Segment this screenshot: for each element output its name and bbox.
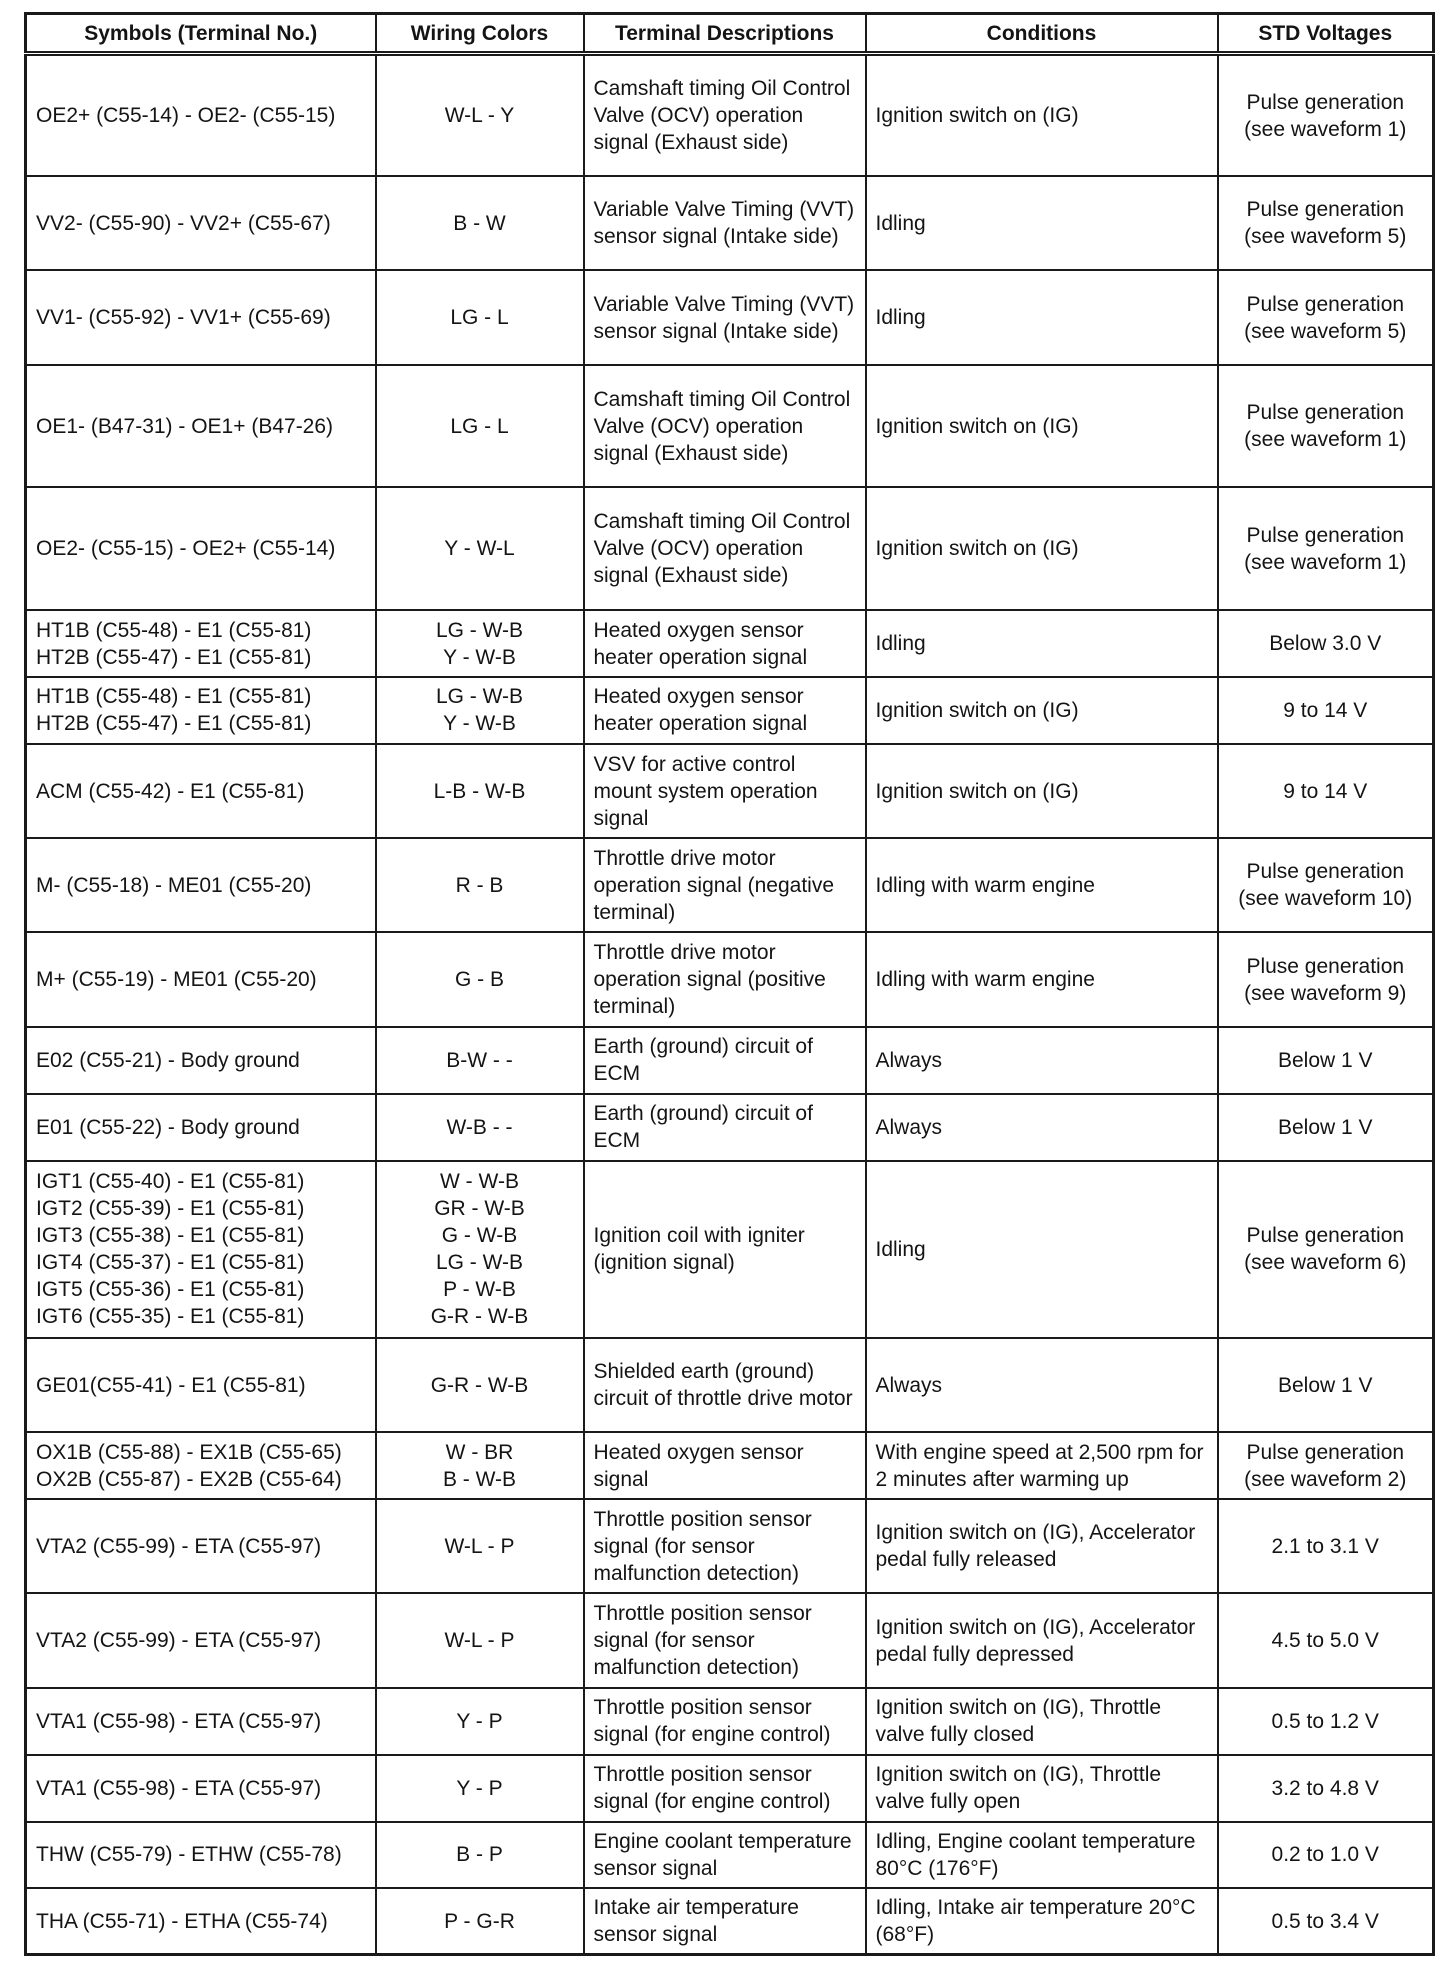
symbols-cell-line: IGT3 (C55-38) - E1 (C55-81)	[36, 1224, 305, 1248]
std-voltage-cell-line: 0.5 to 1.2 V	[1271, 1709, 1379, 1733]
wiring-colors-cell	[376, 1161, 584, 1338]
wiring-colors-cell-line: P - G-R	[444, 1909, 515, 1933]
wiring-colors-cell-line: W - BR	[445, 1440, 514, 1464]
wiring-colors-cell-line: G-R - W-B	[430, 1373, 529, 1397]
wiring-colors-cell	[376, 1027, 584, 1094]
condition-cell	[866, 1499, 1218, 1593]
std-voltage-cell-line: Pulse generation	[1246, 1440, 1405, 1464]
symbols-cell	[26, 610, 376, 677]
table-row	[26, 1593, 1434, 1687]
table-row	[26, 838, 1434, 932]
symbols-cell	[26, 176, 376, 270]
std-voltage-cell	[1218, 838, 1434, 932]
std-voltage-cell-line: 0.2 to 1.0 V	[1271, 1843, 1379, 1867]
symbols-cell-line: THA (C55-71) - ETHA (C55-74)	[36, 1909, 328, 1933]
header-symbols: Symbols (Terminal No.)	[26, 14, 376, 54]
header-conditions: Conditions	[866, 14, 1218, 54]
terminal-description-cell	[584, 744, 866, 838]
symbols-cell-line: GE01(C55-41) - E1 (C55-81)	[36, 1373, 306, 1397]
std-voltage-cell	[1218, 1755, 1434, 1822]
std-voltage-cell	[1218, 744, 1434, 838]
std-voltage-cell-line: Pulse generation	[1246, 292, 1405, 316]
table-row	[26, 1338, 1434, 1432]
std-voltage-cell	[1218, 176, 1434, 270]
std-voltage-cell-line: (see waveform 1)	[1244, 550, 1407, 574]
wiring-colors-cell	[376, 270, 584, 364]
symbols-cell-line: E01 (C55-22) - Body ground	[36, 1115, 300, 1139]
wiring-colors-cell-line: Y - P	[456, 1709, 503, 1733]
symbols-cell-line: IGT6 (C55-35) - E1 (C55-81)	[36, 1305, 305, 1329]
table-row	[26, 1094, 1434, 1161]
std-voltage-cell	[1218, 1499, 1434, 1593]
symbols-cell-line: OX2B (C55-87) - EX2B (C55-64)	[36, 1467, 342, 1491]
terminal-description-cell	[584, 365, 866, 488]
symbols-cell	[26, 1688, 376, 1755]
table-row	[26, 1755, 1434, 1822]
table-row	[26, 744, 1434, 838]
symbols-cell	[26, 1432, 376, 1499]
std-voltage-cell-line: Below 1 V	[1277, 1115, 1373, 1139]
std-voltage-cell	[1218, 1338, 1434, 1432]
symbols-cell-line: VTA2 (C55-99) - ETA (C55-97)	[36, 1629, 322, 1653]
symbols-cell-line: IGT1 (C55-40) - E1 (C55-81)	[36, 1170, 305, 1194]
condition-cell	[866, 1822, 1218, 1889]
condition-cell-text: Always	[875, 1048, 943, 1072]
wiring-colors-cell-line: G - B	[454, 968, 504, 992]
wiring-colors-cell-line: W-L - P	[444, 1534, 515, 1558]
wiring-colors-cell-line: GR - W-B	[434, 1197, 525, 1221]
terminal-description-cell-text: Shielded earth (ground) circuit of throttle drive motor	[593, 1360, 853, 1411]
condition-cell-text: Ignition switch on (IG)	[875, 414, 1079, 438]
condition-cell-text: With engine speed at 2,500 rpm for 2 minutes after warming up	[875, 1440, 1204, 1491]
std-voltage-cell	[1218, 1822, 1434, 1889]
condition-cell	[866, 365, 1218, 488]
wiring-colors-cell-line: P - W-B	[443, 1278, 516, 1302]
std-voltage-cell-line: Below 3.0 V	[1269, 632, 1382, 656]
condition-cell	[866, 176, 1218, 270]
std-voltage-cell-line: 2.1 to 3.1 V	[1271, 1534, 1379, 1558]
std-voltage-cell-line: 9 to 14 V	[1283, 779, 1368, 803]
symbols-cell-line: THW (C55-79) - ETHW (C55-78)	[36, 1843, 342, 1867]
std-voltage-cell-line: 0.5 to 3.4 V	[1271, 1909, 1379, 1933]
wiring-colors-cell-line: B - W	[453, 211, 506, 235]
wiring-colors-cell-line: W-L - Y	[444, 104, 515, 128]
terminal-description-cell	[584, 1822, 866, 1889]
wiring-colors-cell	[376, 744, 584, 838]
table-row	[26, 487, 1434, 610]
symbols-cell	[26, 1027, 376, 1094]
terminal-description-cell	[584, 1338, 866, 1432]
condition-cell-text: Idling	[875, 632, 926, 656]
terminal-description-cell	[584, 610, 866, 677]
wiring-colors-cell-line: R - B	[455, 873, 504, 897]
terminal-description-cell-text: Engine coolant temperature sensor signal	[593, 1829, 852, 1880]
condition-cell-text: Ignition switch on (IG), Accelerator pedal fully released	[875, 1521, 1196, 1572]
terminal-description-cell	[584, 838, 866, 932]
symbols-cell-line: IGT4 (C55-37) - E1 (C55-81)	[36, 1251, 305, 1275]
condition-cell	[866, 610, 1218, 677]
std-voltage-cell-line: 9 to 14 V	[1283, 698, 1368, 722]
symbols-cell-line: M- (C55-18) - ME01 (C55-20)	[36, 873, 312, 897]
std-voltage-cell-line: (see waveform 1)	[1244, 428, 1407, 452]
symbols-cell	[26, 54, 376, 177]
condition-cell	[866, 1593, 1218, 1687]
std-voltage-cell-line: 3.2 to 4.8 V	[1271, 1776, 1379, 1800]
symbols-cell	[26, 838, 376, 932]
terminal-description-cell	[584, 1094, 866, 1161]
table-row	[26, 270, 1434, 364]
wiring-colors-cell-line: LG - W-B	[435, 618, 524, 642]
symbols-cell	[26, 1499, 376, 1593]
terminal-description-cell-text: Variable Valve Timing (VVT) sensor signal (Intake side)	[593, 198, 855, 249]
std-voltage-cell	[1218, 1027, 1434, 1094]
std-voltage-cell-line: (see waveform 2)	[1244, 1467, 1407, 1491]
condition-cell	[866, 677, 1218, 744]
std-voltage-cell	[1218, 932, 1434, 1026]
wiring-colors-cell	[376, 1822, 584, 1889]
wiring-colors-cell-line: LG - W-B	[435, 685, 524, 709]
wiring-colors-cell-line: Y - W-B	[443, 645, 516, 669]
table-row	[26, 1888, 1434, 1954]
terminal-description-cell-text: Throttle drive motor operation signal (negative terminal)	[593, 846, 834, 924]
std-voltage-cell-line: Pulse generation	[1246, 198, 1405, 222]
std-voltage-cell-line: Pulse generation	[1246, 860, 1405, 884]
std-voltage-cell-line: (see waveform 1)	[1244, 117, 1407, 141]
wiring-colors-cell-line: B - W-B	[442, 1467, 517, 1491]
wiring-colors-cell-line: Y - W-L	[444, 537, 515, 561]
symbols-cell	[26, 270, 376, 364]
std-voltage-cell-line: Pulse generation	[1246, 90, 1405, 114]
wiring-colors-cell-line: G - W-B	[441, 1224, 518, 1248]
terminal-description-cell	[584, 1499, 866, 1593]
wiring-colors-cell-line: LG - L	[450, 414, 509, 438]
std-voltage-cell	[1218, 270, 1434, 364]
wiring-colors-cell	[376, 176, 584, 270]
table-row	[26, 365, 1434, 488]
terminal-description-cell	[584, 270, 866, 364]
condition-cell	[866, 1688, 1218, 1755]
terminal-description-cell-text: Camshaft timing Oil Control Valve (OCV) operation signal (Exhaust side)	[593, 387, 851, 465]
symbols-cell-line: VTA2 (C55-99) - ETA (C55-97)	[36, 1534, 322, 1558]
symbols-cell	[26, 1822, 376, 1889]
terminal-description-cell-text: Camshaft timing Oil Control Valve (OCV) operation signal (Exhaust side)	[593, 77, 851, 155]
std-voltage-cell-line: (see waveform 10)	[1238, 887, 1413, 911]
wiring-colors-cell-line: B-W - -	[446, 1048, 513, 1072]
std-voltage-cell-line: Below 1 V	[1277, 1373, 1373, 1397]
terminal-description-cell	[584, 1688, 866, 1755]
symbols-cell	[26, 1338, 376, 1432]
condition-cell-text: Idling	[875, 1237, 926, 1261]
terminal-description-cell	[584, 176, 866, 270]
std-voltage-cell	[1218, 610, 1434, 677]
terminal-description-cell-text: Variable Valve Timing (VVT) sensor signal (Intake side)	[593, 292, 855, 343]
header-wiring-colors: Wiring Colors	[376, 14, 584, 54]
condition-cell	[866, 1161, 1218, 1338]
condition-cell-text: Ignition switch on (IG)	[875, 104, 1079, 128]
std-voltage-cell-line: (see waveform 5)	[1244, 319, 1407, 343]
wiring-colors-cell	[376, 838, 584, 932]
condition-cell	[866, 487, 1218, 610]
condition-cell-text: Idling with warm engine	[875, 873, 1095, 897]
wiring-colors-cell-line: B - P	[456, 1843, 503, 1867]
terminal-description-cell	[584, 1888, 866, 1954]
symbols-cell-line: HT1B (C55-48) - E1 (C55-81)	[36, 618, 312, 642]
condition-cell-text: Ignition switch on (IG)	[875, 779, 1079, 803]
table-row	[26, 1432, 1434, 1499]
condition-cell	[866, 54, 1218, 177]
terminal-description-cell	[584, 1593, 866, 1687]
table-row	[26, 1499, 1434, 1593]
terminal-description-cell-text: Heated oxygen sensor heater operation signal	[593, 618, 808, 669]
condition-cell	[866, 1338, 1218, 1432]
std-voltage-cell	[1218, 1094, 1434, 1161]
wiring-colors-cell	[376, 1755, 584, 1822]
symbols-cell-line: HT2B (C55-47) - E1 (C55-81)	[36, 645, 312, 669]
symbols-cell	[26, 932, 376, 1026]
terminal-description-cell-text: Intake air temperature sensor signal	[593, 1896, 799, 1947]
terminal-description-cell	[584, 1161, 866, 1338]
table-row	[26, 1027, 1434, 1094]
wiring-colors-cell-line: W-L - P	[444, 1629, 515, 1653]
terminal-description-cell	[584, 932, 866, 1026]
symbols-cell-line: VV2- (C55-90) - VV2+ (C55-67)	[36, 211, 331, 235]
symbols-cell-line: OE2- (C55-15) - OE2+ (C55-14)	[36, 537, 336, 561]
wiring-colors-cell	[376, 932, 584, 1026]
wiring-colors-cell-line: Y - P	[456, 1776, 503, 1800]
symbols-cell-line: IGT2 (C55-39) - E1 (C55-81)	[36, 1197, 305, 1221]
terminal-description-cell-text: VSV for active control mount system operation signal	[593, 752, 818, 830]
std-voltage-cell	[1218, 677, 1434, 744]
std-voltage-cell-line: Pluse generation	[1246, 954, 1405, 978]
symbols-cell	[26, 1888, 376, 1954]
symbols-cell-line: VTA1 (C55-98) - ETA (C55-97)	[36, 1776, 322, 1800]
terminal-description-cell-text: Throttle drive motor operation signal (positive terminal)	[593, 941, 826, 1019]
std-voltage-cell-line: (see waveform 9)	[1244, 981, 1407, 1005]
terminal-description-cell	[584, 487, 866, 610]
terminal-voltage-table	[24, 12, 1435, 1956]
condition-cell	[866, 1432, 1218, 1499]
table-body	[26, 54, 1434, 1955]
symbols-cell-line: M+ (C55-19) - ME01 (C55-20)	[36, 968, 317, 992]
condition-cell-text: Ignition switch on (IG), Throttle valve fully open	[875, 1763, 1162, 1814]
symbols-cell	[26, 1755, 376, 1822]
condition-cell-text: Idling	[875, 306, 926, 330]
wiring-colors-cell-line: G-R - W-B	[430, 1305, 529, 1329]
condition-cell-text: Idling with warm engine	[875, 968, 1095, 992]
wiring-colors-cell	[376, 1593, 584, 1687]
condition-cell	[866, 932, 1218, 1026]
std-voltage-cell-line: Pulse generation	[1246, 523, 1405, 547]
symbols-cell-line: OX1B (C55-88) - EX1B (C55-65)	[36, 1440, 342, 1464]
symbols-cell	[26, 365, 376, 488]
wiring-colors-cell	[376, 487, 584, 610]
header-terminal-descriptions: Terminal Descriptions	[584, 14, 866, 54]
terminal-description-cell-text: Earth (ground) circuit of ECM	[593, 1102, 813, 1153]
wiring-colors-cell	[376, 54, 584, 177]
std-voltage-cell-line: 4.5 to 5.0 V	[1271, 1629, 1379, 1653]
wiring-colors-cell-line: LG - W-B	[435, 1251, 524, 1275]
wiring-colors-cell-line: Y - W-B	[443, 712, 516, 736]
wiring-colors-cell	[376, 677, 584, 744]
std-voltage-cell-line: (see waveform 5)	[1244, 225, 1407, 249]
wiring-colors-cell-line: W-B - -	[446, 1115, 513, 1139]
symbols-cell-line: HT2B (C55-47) - E1 (C55-81)	[36, 712, 312, 736]
symbols-cell-line: OE2+ (C55-14) - OE2- (C55-15)	[36, 104, 336, 128]
header-row	[26, 14, 1434, 54]
condition-cell-text: Ignition switch on (IG)	[875, 698, 1079, 722]
table-row	[26, 932, 1434, 1026]
symbols-cell	[26, 1094, 376, 1161]
wiring-colors-cell	[376, 1094, 584, 1161]
wiring-colors-cell	[376, 610, 584, 677]
condition-cell	[866, 1755, 1218, 1822]
std-voltage-cell	[1218, 1593, 1434, 1687]
table-row	[26, 54, 1434, 177]
table-row	[26, 1688, 1434, 1755]
condition-cell	[866, 1027, 1218, 1094]
table-row	[26, 1161, 1434, 1338]
condition-cell-text: Ignition switch on (IG), Throttle valve fully closed	[875, 1696, 1162, 1747]
wiring-colors-cell	[376, 1499, 584, 1593]
terminal-description-cell-text: Throttle position sensor signal (for engine control)	[593, 1763, 831, 1814]
terminal-description-cell-text: Camshaft timing Oil Control Valve (OCV) operation signal (Exhaust side)	[593, 510, 851, 588]
terminal-description-cell	[584, 54, 866, 177]
terminal-description-cell-text: Throttle position sensor signal (for sensor malfunction detection)	[593, 1602, 812, 1680]
std-voltage-cell	[1218, 1161, 1434, 1338]
std-voltage-cell	[1218, 365, 1434, 488]
wiring-colors-cell	[376, 1338, 584, 1432]
std-voltage-cell	[1218, 487, 1434, 610]
condition-cell	[866, 838, 1218, 932]
condition-cell-text: Idling, Engine coolant temperature 80°C (176°F)	[875, 1829, 1196, 1880]
symbols-cell	[26, 1161, 376, 1338]
table-row	[26, 176, 1434, 270]
wiring-colors-cell	[376, 1888, 584, 1954]
condition-cell	[866, 270, 1218, 364]
terminal-description-cell	[584, 677, 866, 744]
terminal-description-cell-text: Heated oxygen sensor signal	[593, 1440, 804, 1491]
table-row	[26, 677, 1434, 744]
symbols-cell	[26, 677, 376, 744]
terminal-description-cell-text: Ignition coil with igniter (ignition signal)	[593, 1224, 805, 1275]
condition-cell-text: Ignition switch on (IG), Accelerator pedal fully depressed	[875, 1615, 1196, 1666]
header-std-voltages: STD Voltages	[1218, 14, 1434, 54]
symbols-cell	[26, 487, 376, 610]
condition-cell-text: Idling	[875, 211, 926, 235]
condition-cell	[866, 1094, 1218, 1161]
table-row	[26, 1822, 1434, 1889]
symbols-cell-line: IGT5 (C55-36) - E1 (C55-81)	[36, 1278, 305, 1302]
terminal-description-cell	[584, 1027, 866, 1094]
condition-cell-text: Idling, Intake air temperature 20°C (68°F)	[875, 1896, 1196, 1947]
terminal-voltage-table-container	[24, 12, 1432, 1956]
condition-cell	[866, 1888, 1218, 1954]
wiring-colors-cell	[376, 365, 584, 488]
std-voltage-cell-line: Pulse generation	[1246, 1224, 1405, 1248]
symbols-cell-line: VV1- (C55-92) - VV1+ (C55-69)	[36, 306, 331, 330]
condition-cell-text: Always	[875, 1115, 943, 1139]
symbols-cell-line: OE1- (B47-31) - OE1+ (B47-26)	[36, 414, 334, 438]
wiring-colors-cell	[376, 1432, 584, 1499]
std-voltage-cell	[1218, 1432, 1434, 1499]
std-voltage-cell-line: Below 1 V	[1277, 1048, 1373, 1072]
wiring-colors-cell-line: LG - L	[450, 306, 509, 330]
std-voltage-cell	[1218, 1888, 1434, 1954]
symbols-cell-line: HT1B (C55-48) - E1 (C55-81)	[36, 685, 312, 709]
symbols-cell	[26, 744, 376, 838]
wiring-colors-cell	[376, 1688, 584, 1755]
condition-cell-text: Always	[875, 1373, 943, 1397]
std-voltage-cell-line: (see waveform 6)	[1244, 1251, 1407, 1275]
symbols-cell-line: VTA1 (C55-98) - ETA (C55-97)	[36, 1709, 322, 1733]
terminal-description-cell-text: Earth (ground) circuit of ECM	[593, 1035, 813, 1086]
terminal-description-cell-text: Throttle position sensor signal (for sensor malfunction detection)	[593, 1507, 812, 1585]
table-row	[26, 610, 1434, 677]
wiring-colors-cell-line: W - W-B	[440, 1170, 519, 1194]
std-voltage-cell	[1218, 1688, 1434, 1755]
symbols-cell-line: ACM (C55-42) - E1 (C55-81)	[36, 779, 305, 803]
terminal-description-cell	[584, 1755, 866, 1822]
condition-cell	[866, 744, 1218, 838]
symbols-cell	[26, 1593, 376, 1687]
terminal-description-cell-text: Throttle position sensor signal (for engine control)	[593, 1696, 831, 1747]
terminal-description-cell-text: Heated oxygen sensor heater operation signal	[593, 685, 808, 736]
wiring-colors-cell-line: L-B - W-B	[433, 779, 526, 803]
symbols-cell-line: E02 (C55-21) - Body ground	[36, 1048, 300, 1072]
condition-cell-text: Ignition switch on (IG)	[875, 537, 1079, 561]
std-voltage-cell	[1218, 54, 1434, 177]
terminal-description-cell	[584, 1432, 866, 1499]
std-voltage-cell-line: Pulse generation	[1246, 401, 1405, 425]
